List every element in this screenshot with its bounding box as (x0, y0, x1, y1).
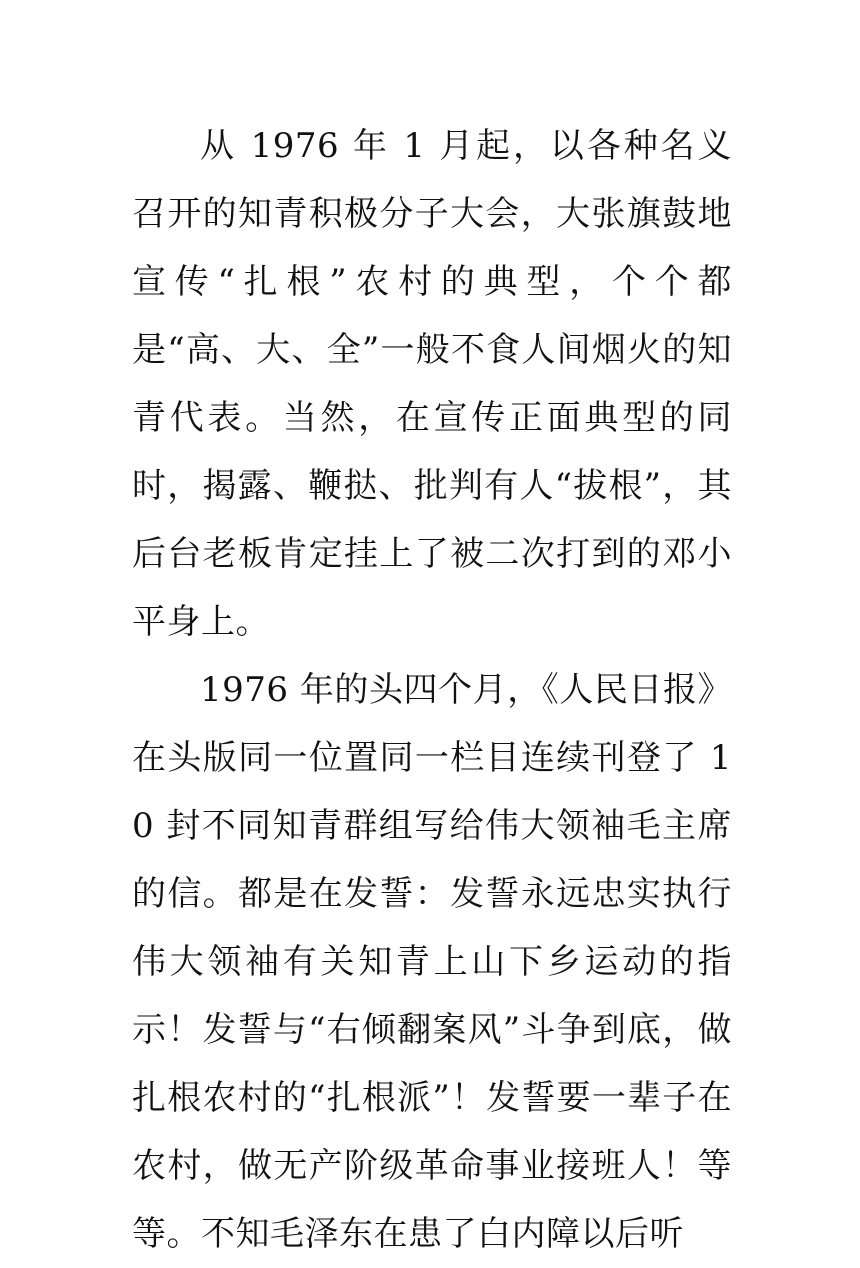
paragraph-2: 1976 年的头四个月，《人民日报》在头版同一位置同一栏目连续刊登了 10 封不同知青群组写给伟大领袖毛主席的信。都是在发誓：发誓永远忠实执行伟大领袖有关知青上山下乡运动的指示！发誓与“右倾翻案风”斗争到底，做扎根农村的“扎根派”！发誓要一辈子在农村，做无产阶级革命事业接班人！等等。不知毛泽东在患了白内障以后听 (132, 670, 732, 1254)
paragraph-1: 从 1976 年 1 月起，以各种名义召开的知青积极分子大会，大张旗鼓地宣传“扎根”农村的典型，个个都是“高、大、全”一般不食人间烟火的知青代表。当然，在宣传正面典型的同时，揭露、鞭挞、批判有人“拔根”，其后台老板肯定挂上了被二次打到的邓小平身上。 (132, 126, 732, 642)
body-text (132, 112, 732, 1268)
